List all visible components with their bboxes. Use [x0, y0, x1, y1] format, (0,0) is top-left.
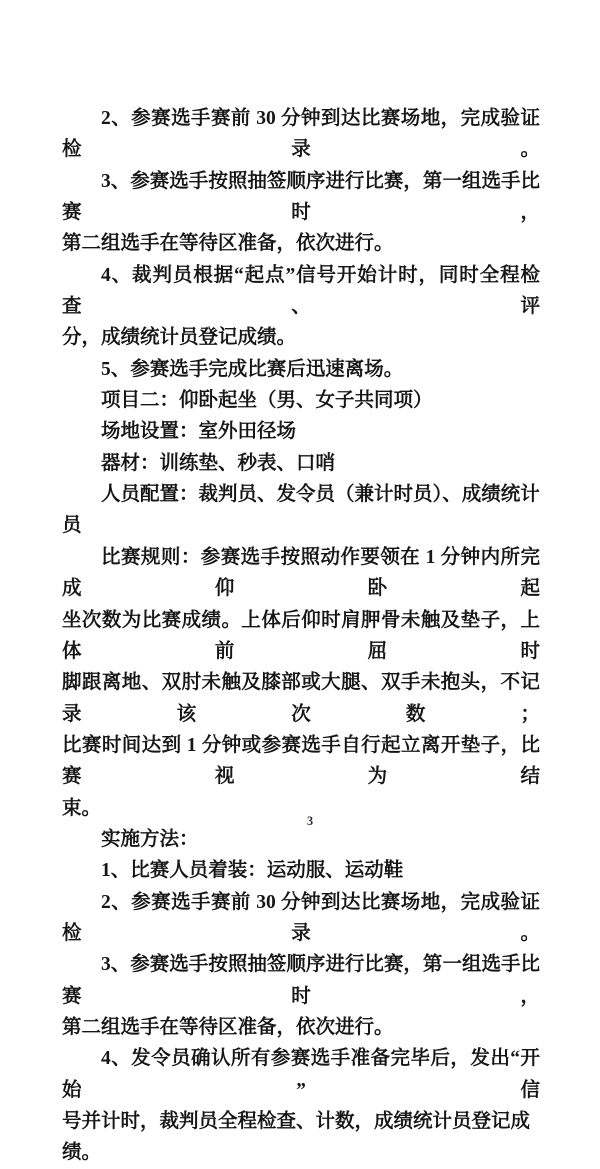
- document-body: [62, 103, 540, 1169]
- text-line-content: 2、参赛选手赛前 30 分钟到达比赛场地，完成验证检录。: [62, 891, 540, 944]
- text-line: [62, 260, 540, 323]
- text-line: [62, 949, 540, 1012]
- text-line-content: 束。: [62, 797, 102, 819]
- text-line-content: 5、参赛选手完成比赛后迅速离场。: [101, 358, 404, 380]
- text-line-content: 第二组选手在等待区准备，依次进行。: [62, 1016, 394, 1038]
- page-number: 3: [306, 814, 314, 828]
- text-line: [62, 887, 540, 950]
- text-line-content: 3、参赛选手按照抽签顺序进行比赛，第一组选手比赛时，: [62, 954, 540, 1007]
- text-line: [62, 730, 540, 793]
- text-line-content: 器材：训练垫、秒表、口哨: [101, 452, 336, 474]
- text-line: [62, 354, 540, 385]
- text-line-content: 实施方法：: [101, 828, 199, 850]
- text-line: [62, 479, 540, 542]
- text-line-content: 号并计时，裁判员全程检查、计数，成绩统计员登记成绩。: [62, 1111, 531, 1164]
- text-line: [62, 322, 540, 353]
- text-line: [62, 1012, 540, 1043]
- text-line: [62, 385, 540, 416]
- text-line: [62, 103, 540, 166]
- text-line: [62, 1043, 540, 1106]
- text-line: [62, 667, 540, 730]
- text-line: [62, 542, 540, 605]
- text-line-content: 4、发令员确认所有参赛选手准备完毕后，发出“开始”信: [62, 1048, 540, 1101]
- text-line-content: 1、比赛人员着装：运动服、运动鞋: [101, 860, 404, 882]
- text-line-content: 比赛规则：参赛选手按照动作要领在 1 分钟内所完成仰卧起: [62, 546, 540, 600]
- text-line-content: 4、裁判员根据“起点”信号开始计时，同时全程检查、评: [62, 264, 540, 318]
- text-line-content: 3、参赛选手按照抽签顺序进行比赛，第一组选手比赛时，: [62, 170, 540, 224]
- text-line: [62, 605, 540, 668]
- text-line-content: 人员配置：裁判员、发令员（兼计时员）、成绩统计员: [62, 484, 540, 537]
- text-line-content: 2、参赛选手赛前 30 分钟到达比赛场地，完成验证检录。: [62, 108, 540, 161]
- text-line: [62, 416, 540, 447]
- text-line-content: 分，成绩统计员登记成绩。: [62, 327, 297, 349]
- text-line-content: 项目二：仰卧起坐（男、女子共同项）: [101, 390, 433, 412]
- text-line: [62, 166, 540, 229]
- text-line: [62, 448, 540, 479]
- text-line-content: 第二组选手在等待区准备，依次进行。: [62, 233, 394, 255]
- text-line: [62, 855, 540, 886]
- text-line: [62, 1106, 540, 1169]
- text-line-content: 场地设置：室外田径场: [101, 421, 297, 443]
- text-line-content: 坐次数为比赛成绩。上体后仰时肩胛骨未触及垫子，上体前屈时: [62, 609, 540, 662]
- text-line-content: 脚跟离地、双肘未触及膝部或大腿、双手未抱头，不记录该次数；: [62, 672, 540, 725]
- text-line: [62, 228, 540, 259]
- text-line-content: 比赛时间达到 1 分钟或参赛选手自行起立离开垫子，比赛视为结: [62, 734, 540, 788]
